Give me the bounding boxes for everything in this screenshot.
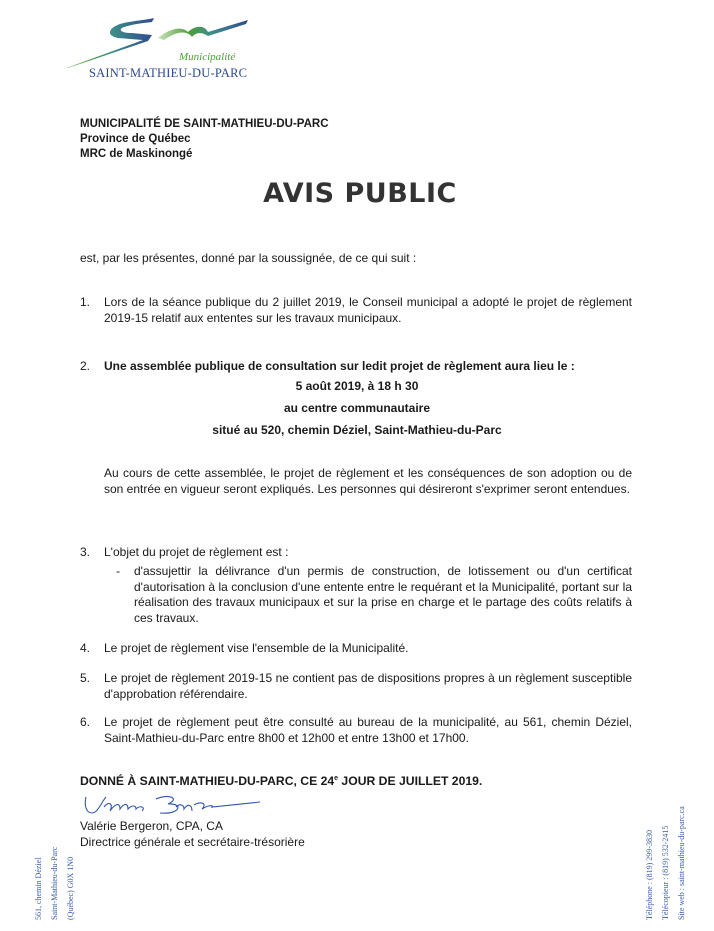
meeting-address: situé au 520, chemin Déziel, Saint-Mathieu-du-Parc [212, 423, 502, 437]
footer-address-street: 561, chemin Déziel [34, 857, 43, 920]
item-text: Le projet de règlement 2019-15 ne contient pas de dispositions propres à un règlement susceptible d'approbation référendaire. [104, 671, 632, 701]
item-number: 6. [80, 715, 91, 729]
item-text: Lors de la séance publique du 2 juillet 2019, le Conseil municipal a adopté le projet de règlement 2019-15 relatif aux ententes sur les travaux municipaux. [104, 295, 632, 325]
given-text: DONNÉ À SAINT-MATHIEU-DU-PARC, CE 24 [80, 774, 335, 788]
list-item [80, 715, 632, 746]
issuer-province: Province de Québec [80, 133, 191, 145]
given-text-end: JOUR DE JUILLET 2019. [338, 774, 483, 788]
item-number: 2. [80, 359, 91, 373]
item-number: 3. [80, 545, 91, 559]
municipality-logo [48, 8, 258, 80]
list-item [80, 671, 632, 702]
signer-block [80, 818, 305, 850]
footer-website: Site web : saint-mathieu-du-parc.ca [677, 806, 686, 920]
signer-role: Directrice générale et secrétaire-trésorière [80, 835, 305, 849]
meeting-note: Au cours de cette assemblée, le projet de règlement et les conséquences de son adoption ou de son entrée en vigueur seront expliqués. Les personnes qui désireront s'exprimer seront entendues. [104, 466, 632, 496]
item-text: Le projet de règlement vise l'ensemble de la Municipalité. [104, 641, 409, 655]
list-item [80, 359, 632, 375]
footer-address-city: Saint-Mathieu-du-Parc [50, 846, 59, 920]
footer-fax: Télécopieur : (819) 532-2415 [661, 825, 670, 920]
issuer-municipality: MUNICIPALITÉ DE SAINT-MATHIEU-DU-PARC [80, 118, 329, 130]
list-item [80, 641, 632, 657]
list-item [80, 545, 632, 561]
logo-subtitle: Municipalité [179, 51, 236, 63]
issuer-mrc: MRC de Maskinongé [80, 148, 193, 160]
bullet-text: d'assujettir la délivrance d'un permis de construction, de lotissement ou d'un certificat d'autorisation à la conclusion d'une entente entre le requérant et la Municipalité, portant sur la réalisation des travaux municipaux et sur la prise en charge et le partage des coûts relatifs à ces travaux. [134, 564, 632, 625]
item-number: 4. [80, 641, 91, 655]
list-item [80, 295, 632, 326]
item-text: L'objet du projet de règlement est : [104, 545, 289, 559]
given-statement [80, 774, 482, 788]
meeting-venue: au centre communautaire [283, 401, 431, 415]
item-number: 5. [80, 671, 91, 685]
signer-name: Valérie Bergeron, CPA, CA [80, 819, 223, 833]
intro-text: est, par les présentes, donné par la soussignée, de ce qui suit : [80, 251, 417, 265]
footer-phone: Téléphone : (819) 299-3830 [645, 830, 654, 920]
logo-name: SAINT-MATHIEU-DU-PARC [89, 66, 248, 80]
page-title: AVIS PUBLIC [263, 178, 457, 209]
given-ordinal: e [334, 774, 339, 782]
issuer-header [80, 117, 329, 162]
bullet-dash-icon: - [116, 564, 120, 578]
meeting-date: 5 août 2019, à 18 h 30 [295, 379, 419, 393]
sub-bullet [116, 564, 632, 626]
footer-address-province: (Québec) G0X 1N0 [66, 856, 75, 920]
item-number: 1. [80, 295, 91, 309]
item-text: Le projet de règlement peut être consulté au bureau de la municipalité, au 561, chemin Déziel, Saint-Mathieu-du-Parc entre 8h00 et 12h00 et entre 13h00 et 17h00. [104, 715, 632, 745]
item-text: Une assemblée publique de consultation sur ledit projet de règlement aura lieu le : [104, 359, 575, 373]
